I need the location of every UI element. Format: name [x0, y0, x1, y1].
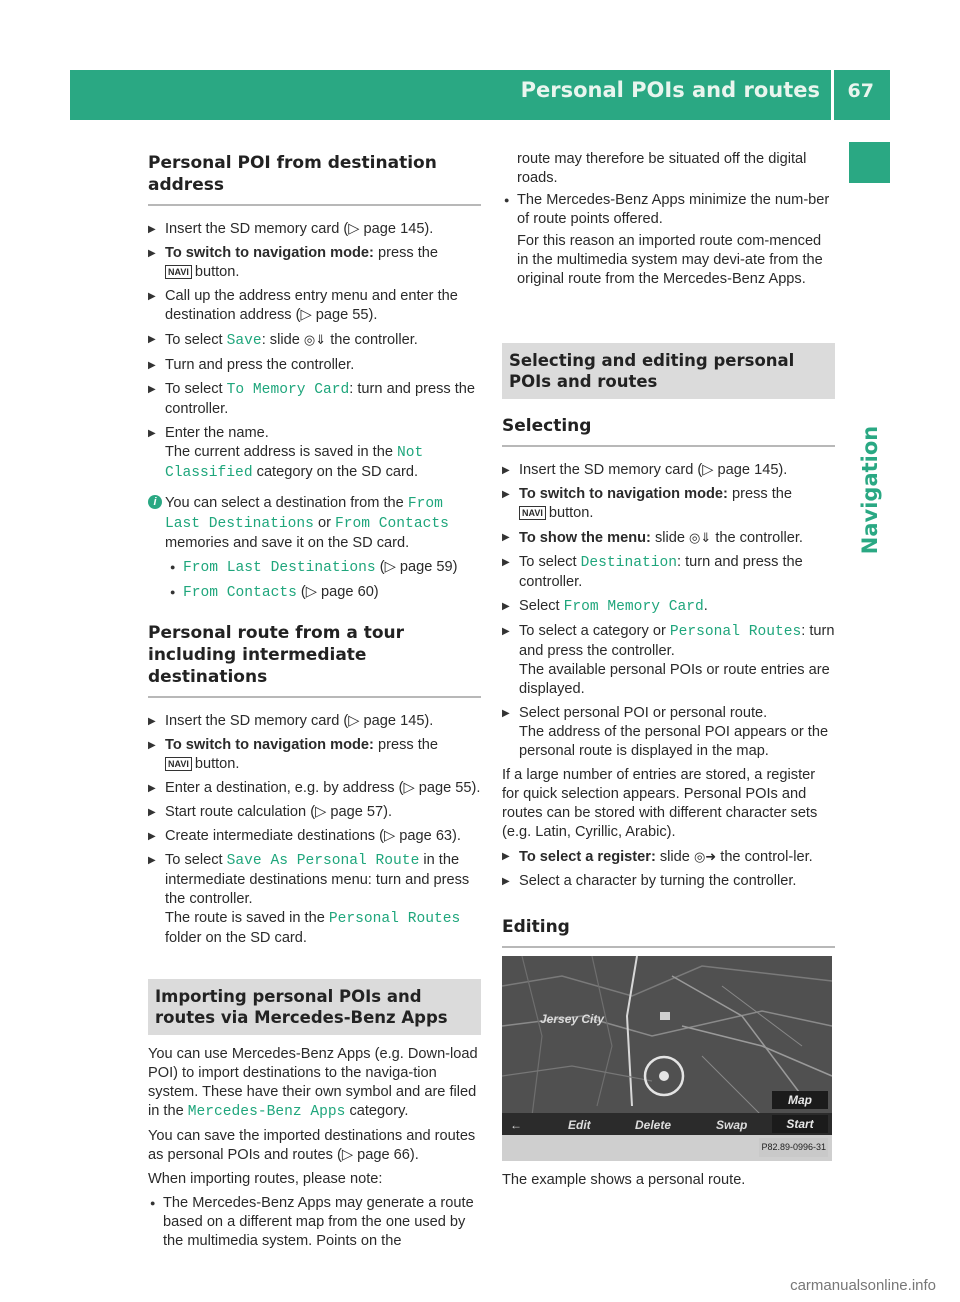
paragraph: You can use Mercedes-Benz Apps (e.g. Down-load POI) to import destinations to the naviga-tion system. These have their own symbol and are filed in the Mercedes-Benz Apps category. — [148, 1046, 478, 1120]
list-item: ● The Mercedes-Benz Apps minimize the num-ber of route points offered. — [502, 191, 835, 229]
side-tab-marker — [849, 142, 890, 183]
map-screenshot — [502, 956, 832, 1161]
info-note: i You can select a destination from the From Last Destinations or From Contacts memories and save it on the SD card. — [148, 494, 481, 553]
section-title-personal-route: Personal route from a tour including intermediate destinations — [148, 620, 481, 698]
figure-caption: The example shows a personal route. — [502, 1172, 746, 1188]
swap-tab[interactable]: Swap — [716, 1118, 748, 1132]
map-footer — [502, 1135, 832, 1161]
navi-button-icon: NAVI — [519, 506, 546, 520]
edit-tab[interactable]: Edit — [568, 1118, 591, 1132]
step: ▶ Call up the address entry menu and enter the destination address (▷ page 55). — [148, 287, 481, 325]
step: ▶ To select Save: slide ◎⇓ the controller. — [148, 330, 481, 351]
step: ▶ Select a character by turning the controller. — [502, 872, 835, 891]
paragraph: You can save the imported destinations and routes as personal POIs and routes (▷ page 66). — [148, 1128, 476, 1163]
section-title-selecting-editing: Selecting and editing personal POIs and routes — [502, 343, 835, 399]
step: ▶ Start route calculation (▷ page 57). — [148, 803, 481, 822]
controller-slide-down-icon: ◎⇓ — [303, 332, 327, 347]
step: ▶ To switch to navigation mode: press the NAVI button. — [502, 485, 835, 523]
watermark: carmanualsonline.info — [790, 1277, 936, 1294]
delete-tab[interactable]: Delete — [635, 1118, 672, 1132]
step: ▶ Enter a destination, e.g. by address (▷ page 55). — [148, 779, 481, 798]
list-item: ● The Mercedes-Benz Apps may generate a route based on a different map from the one used by the multimedia system. Points on the — [148, 1194, 481, 1251]
step: ▶ Insert the SD memory card (▷ page 145). — [148, 712, 481, 731]
step: ▶ To switch to navigation mode: press the NAVI button. — [148, 736, 481, 774]
paragraph: route may therefore be situated off the digital roads. — [517, 151, 807, 186]
step: ▶ Insert the SD memory card (▷ page 145). — [502, 461, 835, 480]
back-icon[interactable]: ← — [510, 1118, 522, 1132]
list-item: ● From Contacts (▷ page 60) — [148, 583, 481, 603]
right-column-lower — [502, 343, 835, 1195]
section-title-importing: Importing personal POIs and routes via Mercedes-Benz Apps — [148, 979, 481, 1035]
list-item: ● From Last Destinations (▷ page 59) — [148, 558, 481, 578]
page-number: 67 — [847, 80, 874, 102]
step: ▶ To select a category or Personal Routes: turn and press the controller. The available personal POIs or route entries are displayed. — [502, 622, 835, 699]
step: ▶ Select From Memory Card. — [502, 597, 835, 617]
map-city-label: Jersey City — [540, 1012, 605, 1026]
step: ▶ Insert the SD memory card (▷ page 145). — [148, 220, 481, 239]
start-button[interactable]: Start — [772, 1115, 828, 1133]
left-column — [148, 150, 481, 1256]
section-title-selecting: Selecting — [502, 413, 835, 447]
navi-button-icon: NAVI — [165, 265, 192, 279]
step: ▶ To switch to navigation mode: press the NAVI button. — [148, 244, 481, 282]
paragraph: When importing routes, please note: — [148, 1171, 383, 1187]
step: ▶ Create intermediate destinations (▷ page 63). — [148, 827, 481, 846]
step: ▶ Turn and press the controller. — [148, 356, 481, 375]
controller-slide-right-icon: ◎➜ — [693, 849, 717, 864]
step: ▶ To select Destination: turn and press the controller. — [502, 553, 835, 592]
step: ▶ To select a register: slide ◎➜ the control-ler. — [502, 847, 835, 867]
step: ▶ Enter the name. The current address is saved in the Not Classified category on the SD card. — [148, 424, 481, 483]
section-title-editing: Editing — [502, 914, 835, 948]
right-column — [502, 150, 835, 294]
paragraph: If a large number of entries are stored, a register for quick selection appears. Personal POIs and routes can be stored with different character sets (e.g. Latin, Cyrillic, Arabic). — [502, 767, 818, 840]
step: ▶ To select Save As Personal Route in the intermediate destinations menu: turn and press the controller. The route is saved in the Personal Routes folder on the SD card. — [148, 851, 481, 948]
navi-button-icon: NAVI — [165, 757, 192, 771]
header-divider — [831, 70, 834, 120]
step: ▶ Select personal POI or personal route. The address of the personal POI appears or the personal route is displayed in the map. — [502, 704, 835, 761]
figure-code: P82.89-0996-31 — [759, 1138, 828, 1157]
map-button[interactable]: Map — [772, 1091, 828, 1109]
chapter-title: Personal POIs and routes — [520, 78, 820, 102]
paragraph: For this reason an imported route com-menced in the multimedia system may devi-ate from the original route from the Mercedes-Benz Apps. — [517, 233, 823, 287]
step: ▶ To select To Memory Card: turn and press the controller. — [148, 380, 481, 419]
side-section-label: Navigation — [858, 425, 882, 555]
header-bar — [70, 70, 890, 120]
section-title-poi-from-address: Personal POI from destination address — [148, 150, 481, 206]
map-menu-bar — [502, 1113, 832, 1135]
step: ▶ To show the menu: slide ◎⇓ the controller. — [502, 528, 835, 548]
info-icon: i — [148, 495, 162, 509]
controller-slide-down-icon: ◎⇓ — [689, 530, 712, 545]
